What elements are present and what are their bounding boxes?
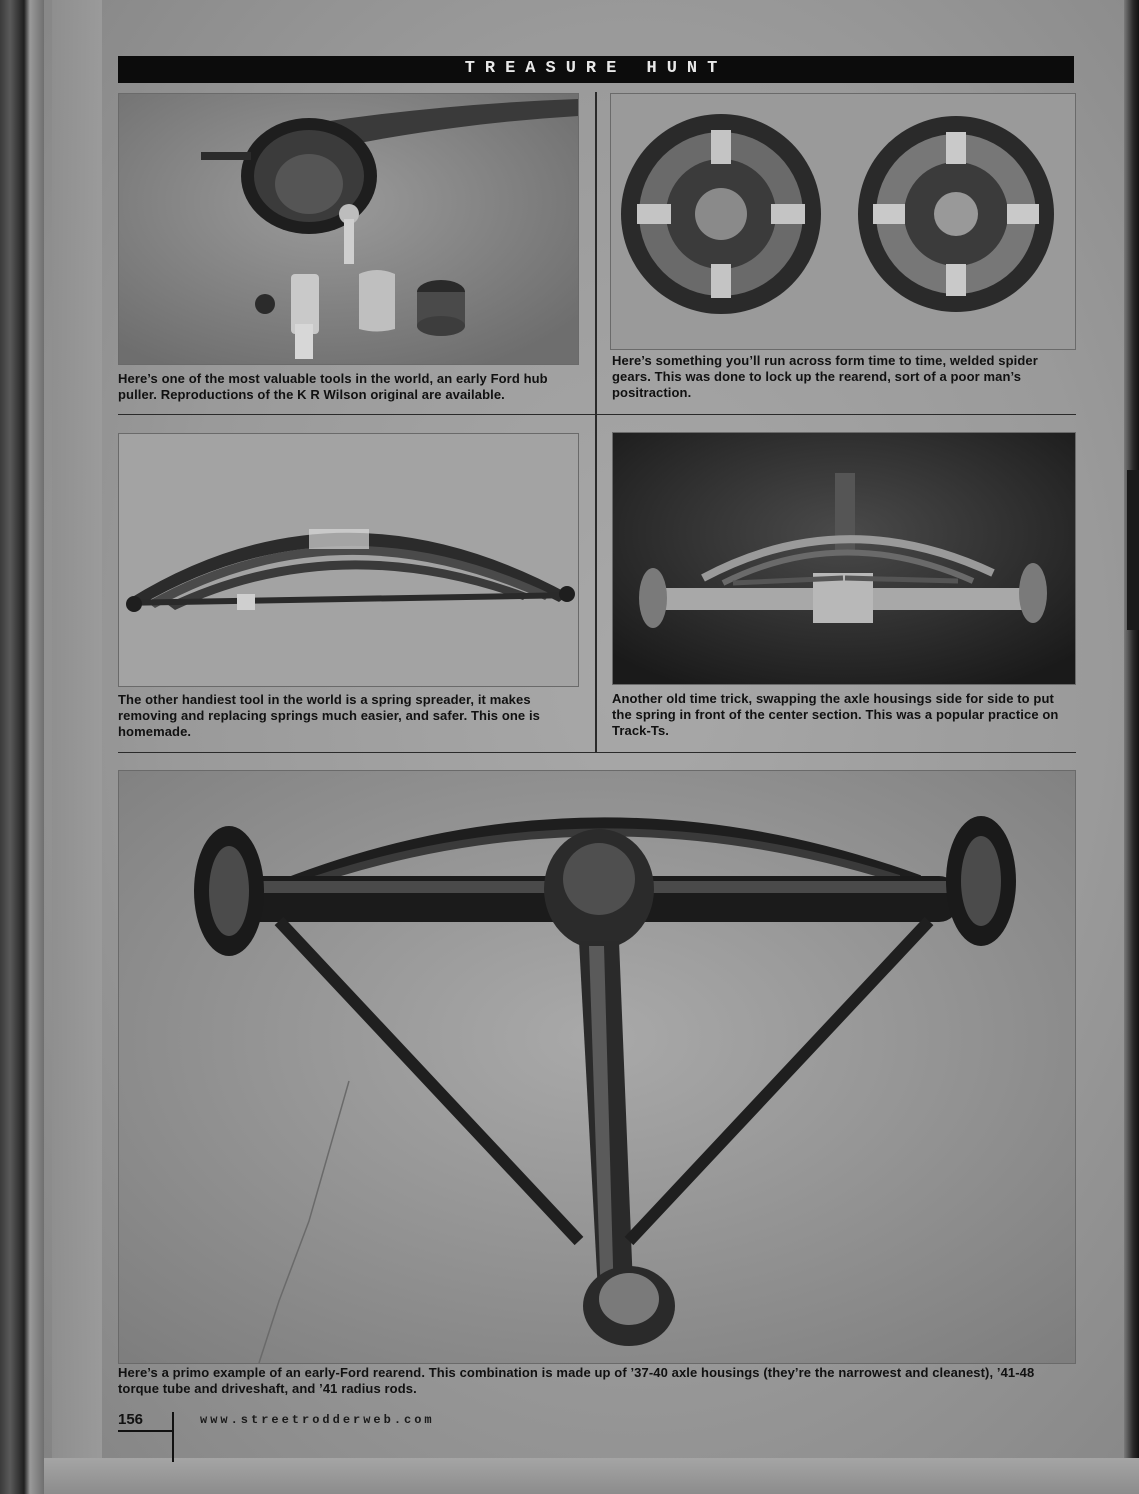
photo-hub-puller: [118, 93, 579, 365]
caption-spring-spreader: The other handiest tool in the world is a spring spreader, it makes removing and replacing springs much easier, and safer. This one is homemade.: [118, 692, 541, 739]
binding-shadow: [52, 0, 102, 1494]
page-binding: [0, 0, 44, 1494]
footer-url: www.streetrodderweb.com: [200, 1413, 435, 1427]
photo-spider-gears: [610, 93, 1076, 350]
page-number: 156: [118, 1411, 144, 1428]
footer-divider: [172, 1412, 174, 1462]
photo-swapped-housings: [612, 432, 1076, 685]
right-edge-tab: [1127, 470, 1139, 630]
photo-early-ford-rearend: [118, 770, 1076, 1364]
row-divider-1: [118, 414, 1076, 415]
photo-spring-spreader: [118, 433, 579, 687]
row-divider-2: [118, 752, 1076, 753]
caption-early-ford-rearend: Here’s a primo example of an early-Ford rearend. This combination is made up of ’37-40 axle housings (they’re the narrowest and cleanest), ’41-48 torque tube and driveshaft, and ’41 radius rods.: [118, 1365, 1035, 1396]
caption-spider-gears: Here’s something you’ll run across form time to time, welded spider gears. This was done to lock up the rearend, sort of a poor man’s positraction.: [612, 353, 1038, 400]
page-number-rule: [118, 1430, 173, 1432]
column-divider: [595, 92, 597, 752]
section-header-bar: [118, 56, 1074, 83]
caption-swapped-housings: Another old time trick, swapping the axle housings side for side to put the spring in front of the center section. This was a popular practice on Track-Ts.: [612, 691, 1059, 738]
caption-hub-puller: Here’s one of the most valuable tools in the world, an early Ford hub puller. Reproductions of the K R Wilson original are available.: [118, 371, 548, 402]
right-page-edge: [1124, 0, 1139, 1494]
section-title: TREASURE HUNT: [464, 59, 728, 78]
bottom-page-edge: [44, 1458, 1139, 1494]
